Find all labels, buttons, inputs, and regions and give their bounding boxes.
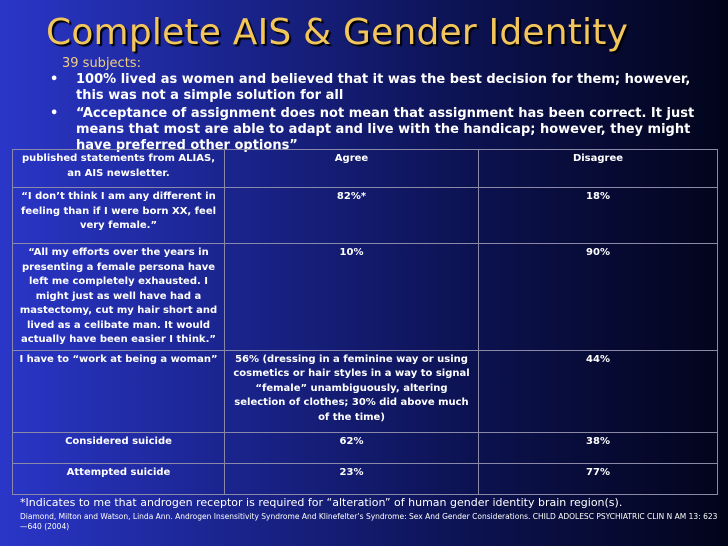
agree-cell: 62% (225, 432, 479, 463)
slide-title: Complete AIS & Gender Identity (46, 12, 629, 53)
bullet-item (50, 106, 710, 154)
disagree-cell: 38% (479, 432, 718, 463)
footnote: *Indicates to me that androgen receptor is required for “alteration” of human gender identity brain region(s). (20, 496, 623, 509)
header-statement: published statements from ALIAS, an AIS newsletter. (13, 150, 225, 188)
agree-cell: 23% (225, 463, 479, 494)
agree-cell: 10% (225, 244, 479, 351)
statement-cell: Attempted suicide (13, 463, 225, 494)
disagree-cell: 18% (479, 188, 718, 244)
bullet-item (50, 72, 710, 104)
bullet-dot-icon: • (50, 106, 59, 121)
disagree-cell: 90% (479, 244, 718, 351)
table-row (13, 432, 718, 463)
bullet-text: 100% lived as women and believed that it was the best decision for them; however, this was not a simple solution for all (76, 72, 691, 103)
bullet-dot-icon: • (50, 72, 59, 87)
statement-cell: I have to “work at being a woman” (13, 350, 225, 432)
disagree-cell: 44% (479, 350, 718, 432)
agree-cell: 82%* (225, 188, 479, 244)
bullet-list (50, 72, 710, 156)
statement-cell: Considered suicide (13, 432, 225, 463)
statement-cell: “I don’t think I am any different in feeling than if I were born XX, feel very female.” (13, 188, 225, 244)
subjects-label: 39 subjects: (62, 56, 141, 71)
header-disagree: Disagree (479, 150, 718, 188)
citation: Diamond, Milton and Watson, Linda Ann. Androgen Insensitivity Syndrome And Klinefelter’s Syndrome: Sex And Gender Considerations. CHILD ADOLESC PSYCHIATRIC CLIN N AM 13: 623—640 (2004) (20, 512, 718, 531)
table-row (13, 188, 718, 244)
table-row (13, 244, 718, 351)
header-agree: Agree (225, 150, 479, 188)
disagree-cell: 77% (479, 463, 718, 494)
statement-cell: “All my efforts over the years in presenting a female persona have left me completely exhausted. I might just as well have had a mastectomy, cut my hair short and lived as a celibate man. It would actually have been easier I think.” (13, 244, 225, 351)
table-header-row (13, 150, 718, 188)
agree-cell: 56% (dressing in a feminine way or using cosmetics or hair styles in a way to signal “female” unambiguously, altering selection of clothes; 30% did above much of the time) (225, 350, 479, 432)
table-row (13, 463, 718, 494)
survey-table (12, 149, 718, 495)
bullet-text: “Acceptance of assignment does not mean that assignment has been correct. It just means that most are able to adapt and live with the handicap; however, they might have preferred other options” (76, 106, 695, 153)
table-row (13, 350, 718, 432)
